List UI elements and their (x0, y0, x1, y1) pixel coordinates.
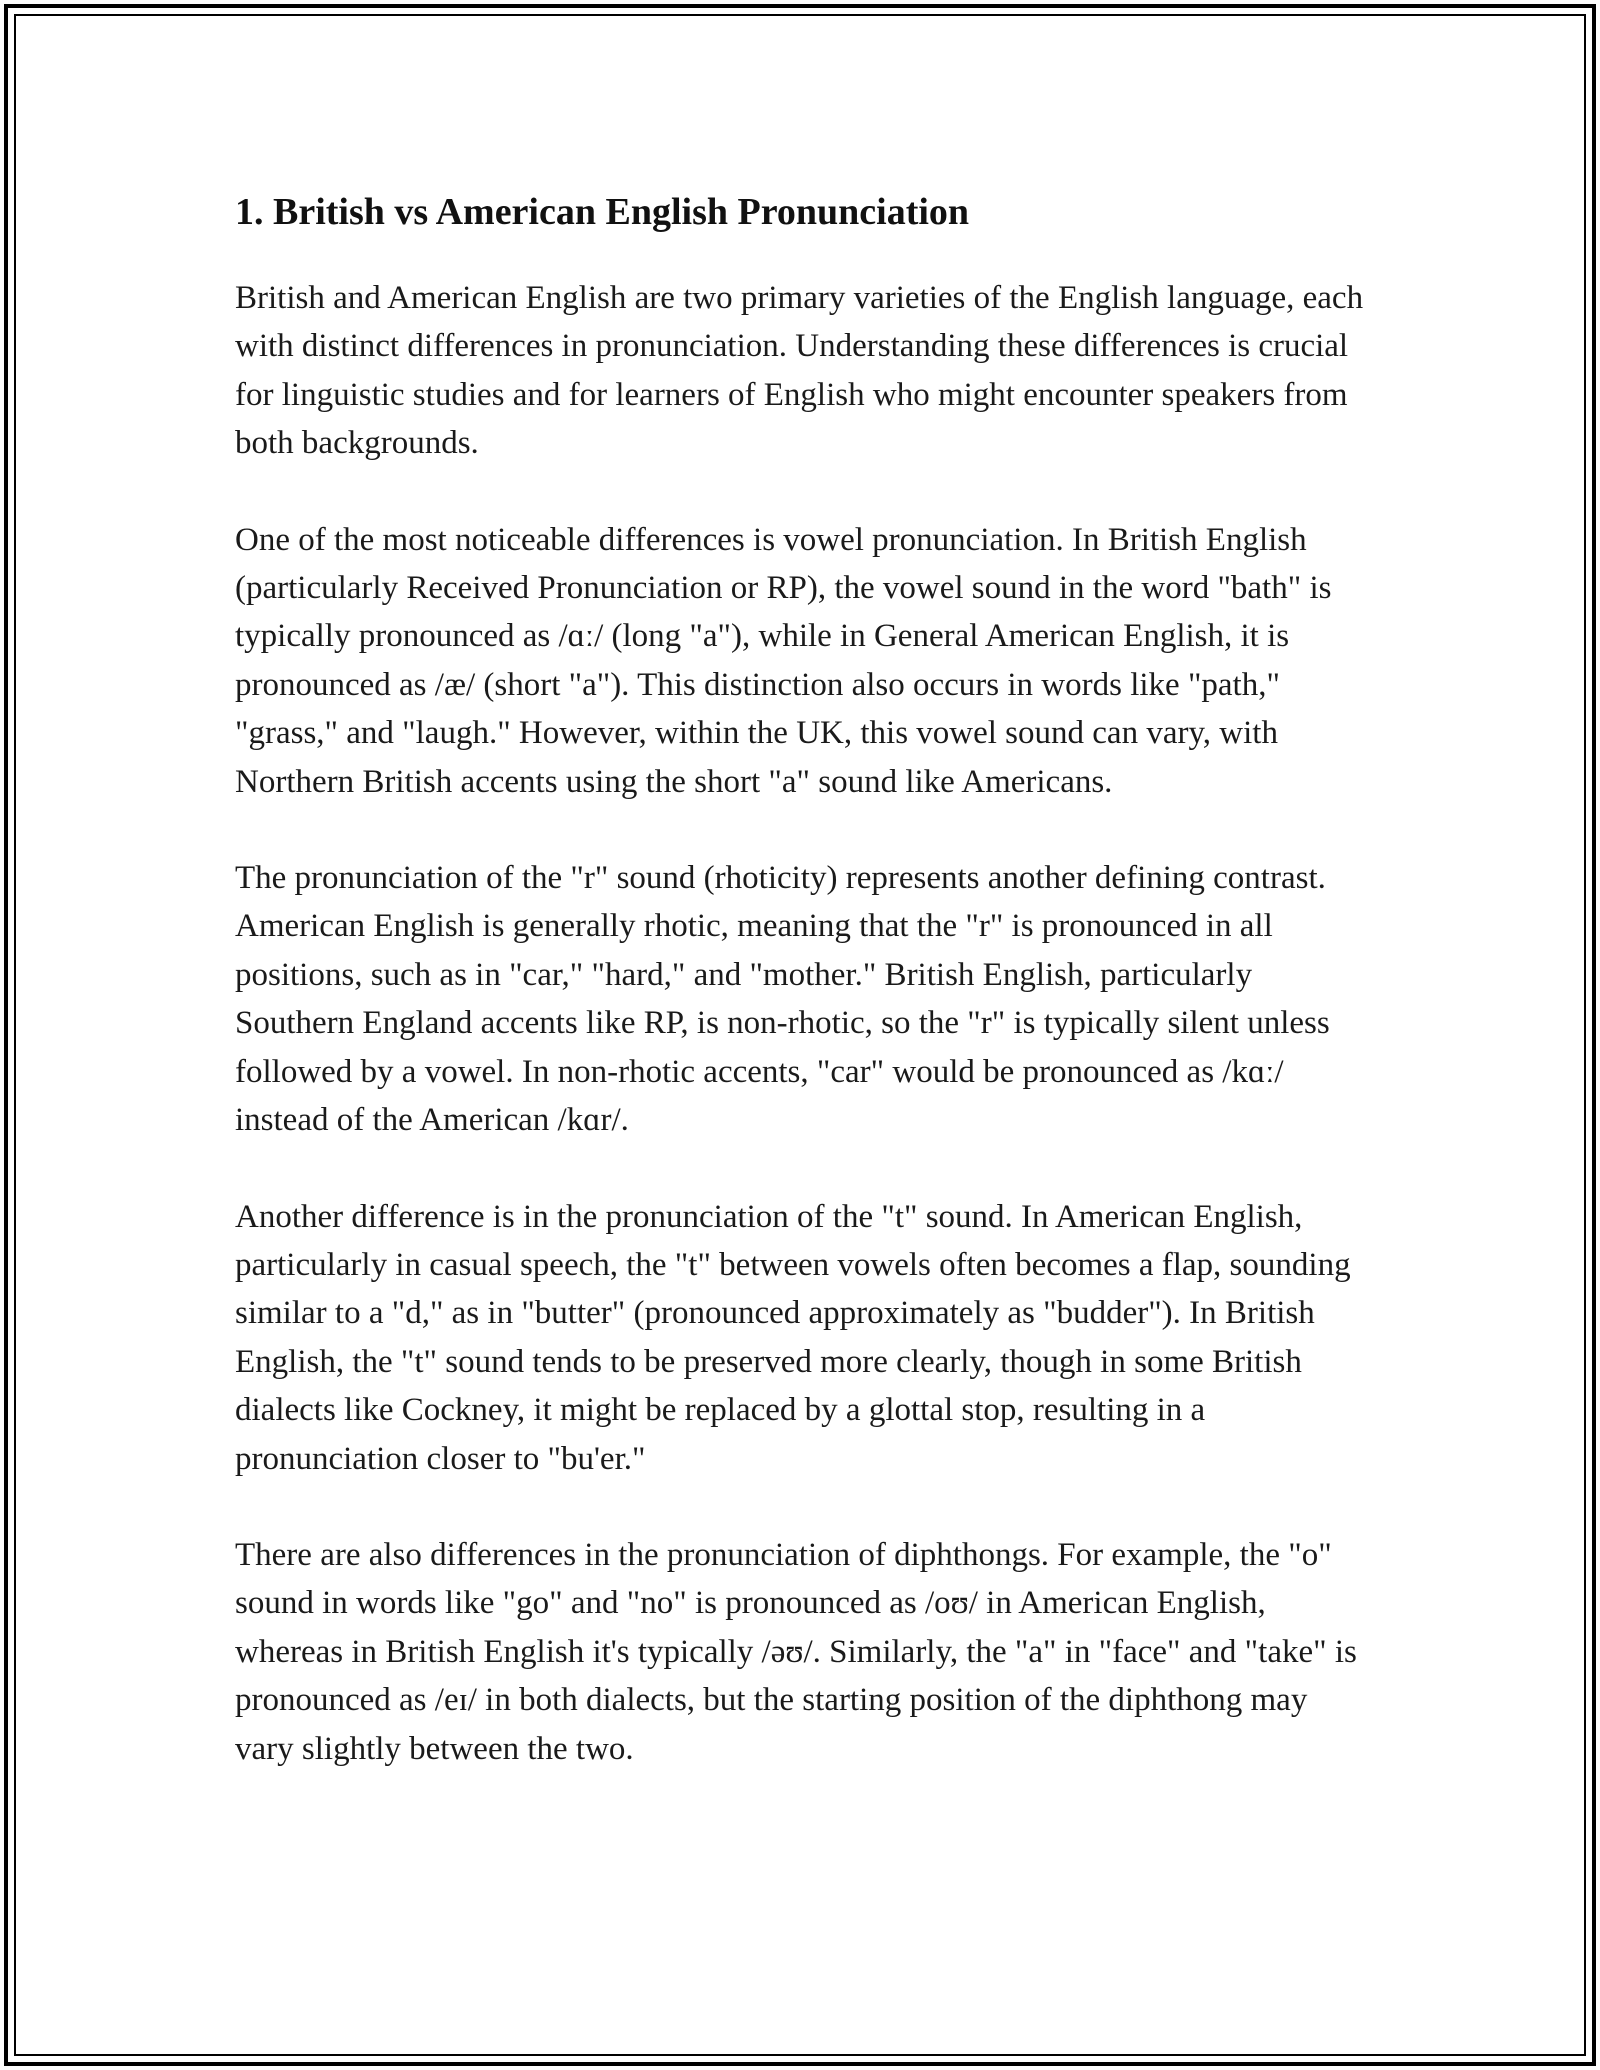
paragraph-t-sound: Another difference is in the pronunciation of the "t" sound. In American English, particularly in casual speech, the "t" between vowels often becomes a flap, sounding similar to a "d," as in "butter" (pronounced approximately as "budder"). In British English, the "t" sound tends to be preserved more clearly, though in some British dialects like Cockney, it might be replaced by a glottal stop, resulting in a pronunciation closer to "bu'er." (235, 1198, 1351, 1477)
paragraph-vowels: One of the most noticeable differences is vowel pronunciation. In British English (particularly Received Pronunciation or RP), the vowel sound in the word "bath" is typically pronounced as /ɑː/ (long "a"), while in General American English, it is pronounced as /æ/ (short "a"). This distinction also occurs in words like "path," "grass," and "laugh." However, within the UK, this vowel sound can vary, with Northern British accents using the short "a" sound like Americans. (235, 521, 1332, 800)
paragraph-intro: British and American English are two primary varieties of the English language, each with distinct differences in pronunciation. Understanding these differences is crucial for linguistic studies and for learners of English who might encounter speakers from both backgrounds. (235, 280, 1364, 462)
document-body (235, 186, 1365, 1821)
paragraph-rhoticity: The pronunciation of the "r" sound (rhoticity) represents another defining contrast. American English is generally rhotic, meaning that the "r" is pronounced in all positions, such as in "car," "hard," and "mother." British English, particularly Southern England accents like RP, is non-rhotic, so the "r" is typically silent unless followed by a vowel. In non-rhotic accents, "car" would be pronounced as /kɑː/ instead of the American /kɑr/. (235, 860, 1330, 1139)
paragraph-diphthongs: There are also differences in the pronunciation of diphthongs. For example, the "o" sound in words like "go" and "no" is pronounced as /oʊ/ in American English, whereas in British English it's typically /əʊ/. Similarly, the "a" in "face" and "take" is pronounced as /eɪ/ in both dialects, but the starting position of the diphthong may vary slightly between the two. (235, 1536, 1357, 1767)
section-heading: 1. British vs American English Pronunciation (235, 191, 970, 233)
